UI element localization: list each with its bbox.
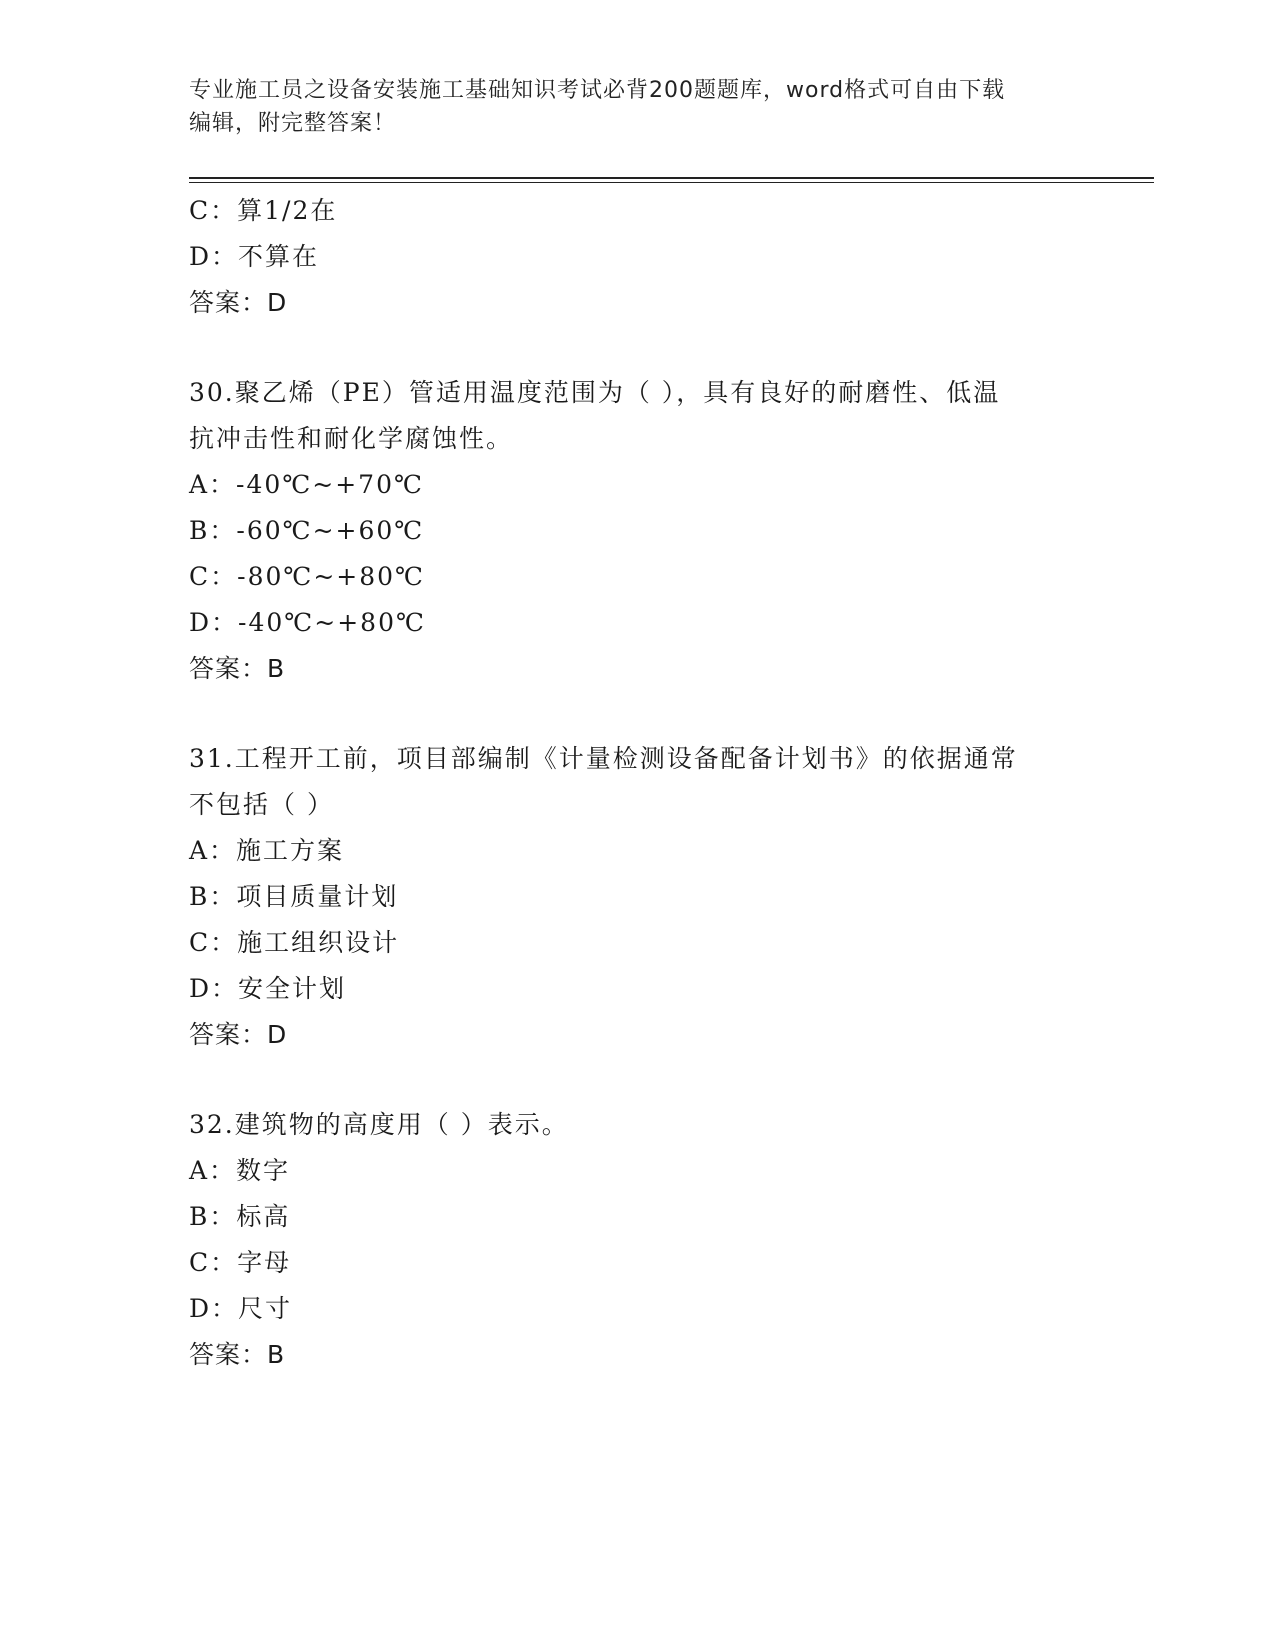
option-b: B：标高 bbox=[189, 1202, 291, 1231]
answer-line: 答案：B bbox=[189, 1340, 286, 1369]
answer-line: 答案：D bbox=[189, 288, 288, 317]
question-stem-line: 抗冲击性和耐化学腐蚀性。 bbox=[189, 424, 514, 453]
option-d: D：-40℃~+80℃ bbox=[189, 608, 426, 637]
option-b: B：项目质量计划 bbox=[189, 882, 399, 911]
option-d: D：安全计划 bbox=[189, 974, 347, 1003]
option-a: A：数字 bbox=[189, 1156, 291, 1185]
option-d: D：尺寸 bbox=[189, 1294, 293, 1323]
answer-line: 答案：D bbox=[189, 1020, 288, 1049]
header-title-line-1: 专业施工员之设备安装施工基础知识考试必背200题题库，word格式可自由下载 bbox=[189, 78, 1006, 103]
question-31 bbox=[189, 736, 1089, 1058]
header-divider-thick bbox=[189, 177, 1154, 179]
question-32 bbox=[189, 1102, 1089, 1378]
question-stem-line: 31.工程开工前，项目部编制《计量检测设备配备计划书》的依据通常 bbox=[189, 744, 1018, 773]
question-stem-line: 不包括（ ） bbox=[189, 790, 334, 819]
question-stem-line: 32.建筑物的高度用（ ）表示。 bbox=[189, 1110, 569, 1139]
question-29-tail bbox=[189, 188, 1089, 326]
question-stem-line: 30.聚乙烯（PE）管适用温度范围为（ ），具有良好的耐磨性、低温 bbox=[189, 378, 1001, 407]
option-d: D：不算在 bbox=[189, 242, 320, 271]
answer-line: 答案：B bbox=[189, 654, 286, 683]
option-a: A：-40℃~+70℃ bbox=[189, 470, 424, 499]
option-c: C：-80℃~+80℃ bbox=[189, 562, 426, 591]
option-a: A：施工方案 bbox=[189, 836, 345, 865]
header-title-line-2: 编辑，附完整答案！ bbox=[189, 111, 397, 136]
document-header bbox=[189, 74, 1089, 140]
option-b: B：-60℃~+60℃ bbox=[189, 516, 425, 545]
option-c: C：算1/2在 bbox=[189, 196, 338, 225]
option-c: C：字母 bbox=[189, 1248, 292, 1277]
option-c: C：施工组织设计 bbox=[189, 928, 400, 957]
document-body bbox=[189, 188, 1089, 1378]
question-30 bbox=[189, 370, 1089, 692]
header-divider-thin bbox=[189, 182, 1154, 183]
